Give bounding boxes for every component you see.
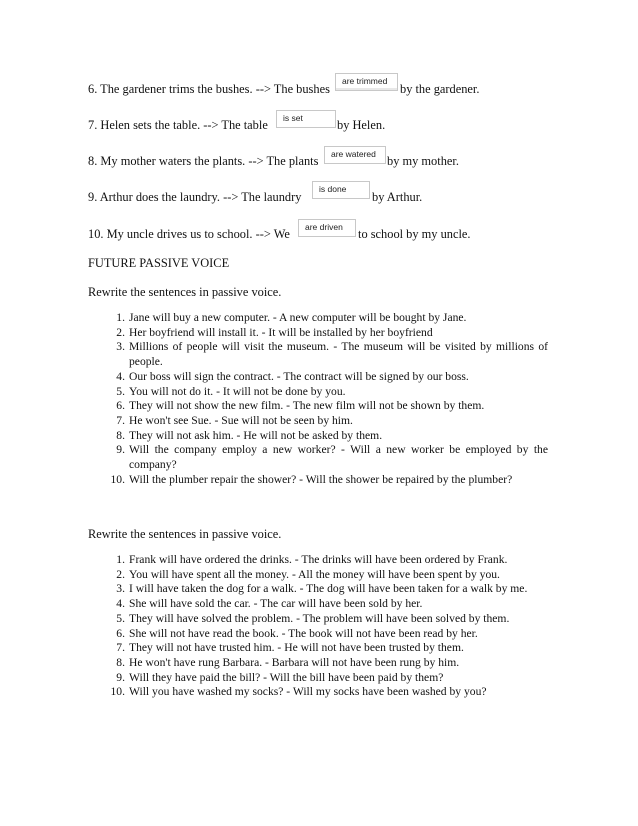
item-text: They will have solved the problem. - The problem will have been solved by them. — [129, 611, 510, 625]
answer-text: are watered — [331, 149, 376, 159]
item-number: 3. — [116, 340, 125, 354]
list-item — [88, 385, 548, 400]
list-item — [88, 326, 548, 341]
after-text: by Helen. — [337, 118, 386, 132]
item-number: 10. — [110, 685, 125, 699]
list-item — [88, 685, 548, 700]
exercise-text-after — [387, 154, 459, 169]
exercise-text-before: 10. My uncle drives us to school. --> We — [88, 227, 290, 241]
item-number: 7. — [116, 413, 125, 427]
item-number: 1. — [116, 553, 125, 566]
item-text: Her boyfriend will install it. - It will be installed by her boyfriend — [129, 325, 433, 339]
list-item — [88, 473, 548, 488]
item-number: 6. — [116, 626, 125, 640]
list-item — [88, 553, 548, 568]
item-number: 6. — [116, 399, 125, 413]
exercise-text-before: 6. The gardener trims the bushes. --> The bushes — [88, 82, 330, 96]
answer-text: are trimmed — [342, 76, 388, 86]
item-number: 9. — [116, 443, 125, 457]
after-text: to school by my uncle. — [358, 227, 471, 241]
item-number: 2. — [116, 567, 125, 581]
instruction-1: Rewrite the sentences in passive voice. — [88, 285, 282, 299]
exercise-text-before: 7. Helen sets the table. --> The table — [88, 118, 268, 132]
item-text: He won't have rung Barbara. - Barbara will not have been rung by him. — [129, 655, 460, 669]
list-item — [88, 656, 548, 671]
after-text: by my mother. — [387, 154, 459, 168]
item-text: I will have taken the dog for a walk. - The dog will have been taken for a walk by me. — [129, 582, 528, 596]
after-text: by Arthur. — [372, 190, 423, 204]
item-number: 10. — [110, 472, 125, 486]
answer-box-6[interactable] — [335, 73, 398, 91]
item-text: Millions of people will visit the museum. - The museum will be visited by millions of people. — [129, 340, 548, 369]
answer-text: are driven — [305, 222, 343, 232]
list-item — [88, 641, 548, 656]
list-item — [88, 311, 548, 326]
item-text: Will you have washed my socks? - Will my socks have been washed by you? — [129, 685, 487, 699]
item-number: 7. — [116, 641, 125, 655]
exercise-text-after — [400, 82, 479, 97]
item-text: You will have spent all the money. - All the money will have been spent by you. — [129, 567, 500, 581]
answer-box-7[interactable] — [276, 110, 336, 128]
item-text: Will they have paid the bill? - Will the bill have been paid by them? — [129, 670, 444, 684]
list-item — [88, 414, 548, 429]
exercise-text-after — [358, 227, 471, 242]
list-item — [88, 340, 548, 369]
exercise-text-before: 9. Arthur does the laundry. --> The laundry — [88, 190, 302, 204]
answer-text: is done — [319, 184, 347, 194]
item-number: 8. — [116, 655, 125, 669]
exercise-line-10 — [88, 227, 290, 242]
list-item — [88, 399, 548, 414]
item-text: They will not ask him. - He will not be asked by them. — [129, 428, 383, 442]
answer-box-8[interactable] — [324, 146, 386, 164]
exercise-text-before: 8. My mother waters the plants. --> The plants — [88, 154, 319, 168]
item-text: They will not have trusted him. - He will not have been trusted by them. — [129, 641, 464, 655]
item-number: 4. — [116, 597, 125, 611]
exercise-line-9 — [88, 190, 301, 205]
item-text: Will the plumber repair the shower? - Will the shower be repaired by the plumber? — [129, 472, 513, 486]
item-text: They will not show the new film. - The new film will not be shown by them. — [129, 399, 485, 413]
item-text: She will have sold the car. - The car will have been sold by her. — [129, 597, 423, 611]
list-item — [88, 370, 548, 385]
item-text: Will the company employ a new worker? - Will a new worker be employed by the company? — [129, 443, 548, 472]
list-item — [88, 429, 548, 444]
list-item — [88, 612, 548, 627]
item-text: She will not have read the book. - The book will not have been read by her. — [129, 626, 478, 640]
list-item — [88, 597, 548, 612]
item-number: 2. — [116, 325, 125, 339]
exercise-line-8 — [88, 154, 318, 169]
list-item — [88, 568, 548, 583]
item-number: 4. — [116, 369, 125, 383]
after-text: by the gardener. — [400, 82, 480, 96]
item-text: Frank will have ordered the drinks. - The drinks will have been ordered by Frank. — [129, 553, 508, 566]
answer-text: is set — [283, 113, 303, 123]
item-number: 9. — [116, 670, 125, 684]
item-text: Jane will buy a new computer. - A new computer will be bought by Jane. — [129, 311, 467, 324]
exercise-line-7 — [88, 118, 268, 133]
exercise-line-6 — [88, 82, 330, 97]
item-number: 8. — [116, 428, 125, 442]
passive-list-1 — [88, 311, 548, 487]
list-item — [88, 671, 548, 686]
exercise-text-after — [372, 190, 422, 205]
section-title: FUTURE PASSIVE VOICE — [88, 256, 230, 270]
answer-box-9[interactable] — [312, 181, 370, 199]
exercise-text-after — [337, 118, 385, 133]
item-number: 5. — [116, 384, 125, 398]
item-number: 1. — [116, 311, 125, 324]
list-item — [88, 443, 548, 472]
item-text: Our boss will sign the contract. - The contract will be signed by our boss. — [129, 369, 469, 383]
instruction-2: Rewrite the sentences in passive voice. — [88, 527, 282, 541]
item-number: 3. — [116, 582, 125, 596]
item-text: He won't see Sue. - Sue will not be seen by him. — [129, 413, 353, 427]
item-number: 5. — [116, 611, 125, 625]
passive-list-2 — [88, 553, 548, 700]
list-item — [88, 627, 548, 642]
list-item — [88, 582, 548, 597]
answer-box-10[interactable] — [298, 219, 356, 237]
item-text: You will not do it. - It will not be done by you. — [129, 384, 346, 398]
